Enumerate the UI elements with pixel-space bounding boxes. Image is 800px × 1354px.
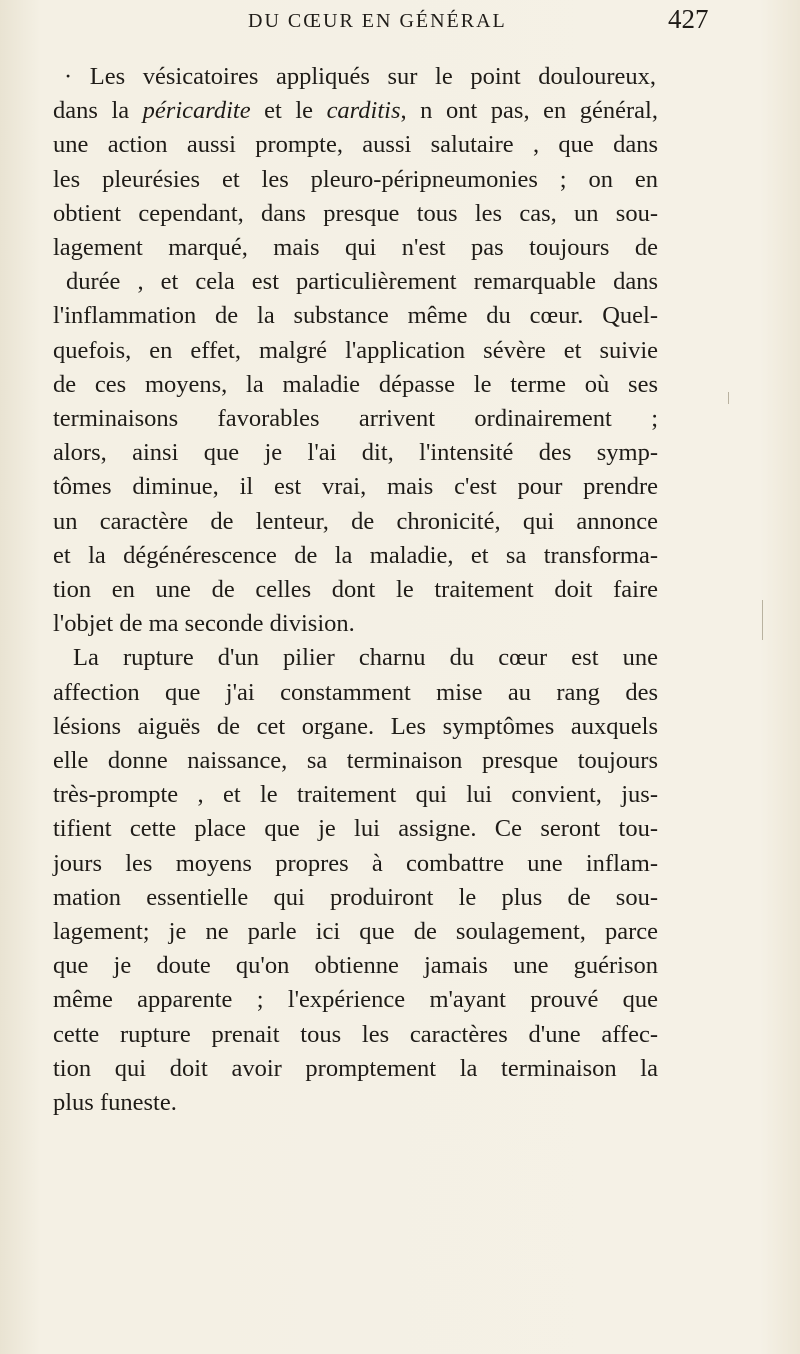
text-run: l'inflammation de la substance même du cœur. Quel- (53, 302, 658, 330)
text-run: tion en une de celles dont le traitement doit faire (53, 576, 658, 603)
text-line (53, 780, 658, 810)
text-line (73, 643, 658, 673)
text-run: tômes diminue, il est vrai, mais c'est pour prendre (53, 473, 658, 501)
text-run: cette rupture prenait tous les caractères d'une affec- (53, 1020, 658, 1048)
text-run: La rupture d'un pilier charnu du cœur est une (73, 644, 658, 672)
text-line (53, 609, 355, 639)
text-line (53, 575, 658, 605)
text-run: terminaisons favorables arrivent ordinairement ; (53, 405, 658, 432)
text-run: · Les vésicatoires appliqués sur le point douloureux, (64, 63, 656, 90)
text-run: de ces moyens, la maladie dépasse le terme où ses (53, 370, 658, 398)
text-line (53, 541, 658, 571)
text-run: mation essentielle qui produiront le plus de sou- (53, 883, 658, 911)
text-run: tion qui doit avoir promptement la terminaison la (53, 1054, 658, 1082)
text-run: une action aussi prompte, aussi salutaire , que dans (53, 131, 658, 159)
text-run: durée , et cela est particulièrement remarquable dans (66, 268, 658, 296)
margin-mark (728, 392, 729, 404)
text-run: elle donne naissance, sa terminaison presque toujours (53, 747, 658, 774)
text-line (53, 1054, 658, 1084)
text-line (53, 130, 658, 160)
italic-term: carditis (326, 97, 401, 125)
text-run: alors, ainsi que je l'ai dit, l'intensité des symp- (53, 439, 658, 467)
text-run: les pleurésies et les pleuro-péripneumonies ; on en (53, 165, 658, 193)
text-line (66, 267, 658, 297)
text-run: très-prompte , et le traitement qui lui convient, jus- (53, 781, 658, 809)
text-line (53, 233, 658, 263)
text-run: quefois, en effet, malgré l'application sévère et suivie (53, 336, 658, 364)
text-line (53, 1088, 177, 1118)
running-head (0, 4, 800, 44)
text-line (53, 507, 658, 537)
margin-mark (762, 600, 763, 640)
text-run: même apparente ; l'expérience m'ayant prouvé que (53, 986, 658, 1014)
text-line (53, 336, 658, 366)
text-line (53, 165, 658, 195)
text-line (53, 883, 658, 913)
text-run: et la dégénérescence de la maladie, et sa transforma- (53, 541, 658, 569)
page-number: 427 (668, 4, 709, 34)
text-run: obtient cependant, dans presque tous les cas, un sou- (53, 199, 658, 227)
text-run: , n ont pas, en général, (400, 97, 658, 125)
text-line (53, 472, 658, 502)
text-line (53, 917, 658, 947)
text-run: et le (250, 97, 327, 125)
text-line (53, 712, 658, 742)
text-run: dans la (53, 97, 143, 125)
text-line (53, 301, 658, 331)
text-line (53, 951, 658, 981)
text-run: tifient cette place que je lui assigne. Ce seront tou- (53, 815, 658, 843)
text-line (53, 849, 658, 879)
text-line (53, 814, 658, 844)
text-run: l'objet de ma seconde division. (53, 610, 355, 638)
running-title: DU CŒUR EN GÉNÉRAL (248, 10, 507, 32)
text-run: plus funeste. (53, 1089, 177, 1116)
text-line (53, 678, 658, 708)
text-line (53, 1020, 658, 1050)
text-line (53, 96, 658, 126)
italic-term: péricardite (142, 97, 251, 125)
text-run: affection que j'ai constamment mise au rang des (53, 678, 658, 706)
text-line (53, 985, 658, 1015)
text-line (53, 199, 658, 229)
text-run: lagement; je ne parle ici que de soulagement, parce (53, 918, 658, 945)
text-line (64, 62, 656, 92)
text-run: que je doute qu'on obtienne jamais une guérison (53, 952, 658, 980)
text-run: jours les moyens propres à combattre une inflam- (53, 849, 658, 877)
text-run: un caractère de lenteur, de chronicité, qui annonce (53, 507, 658, 535)
text-line (53, 746, 658, 776)
text-run: lésions aiguës de cet organe. Les symptômes auxquels (53, 712, 658, 740)
text-run: lagement marqué, mais qui n'est pas toujours de (53, 234, 658, 261)
text-line (53, 438, 658, 468)
text-line (53, 370, 658, 400)
text-line (53, 404, 658, 434)
